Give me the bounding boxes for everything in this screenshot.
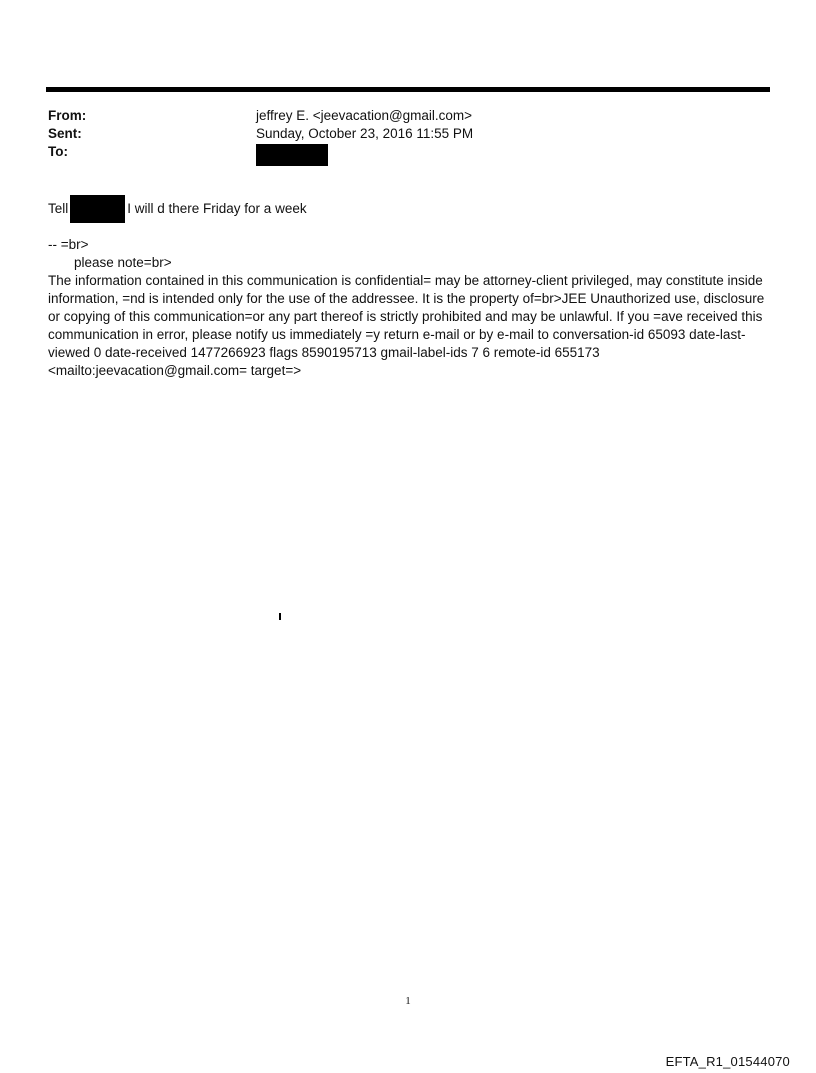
body-prefix: Tell <box>48 201 69 216</box>
message-body <box>48 195 307 223</box>
document-id: EFTA_R1_01544070 <box>665 1054 790 1069</box>
body-suffix: I will d there Friday for a week <box>127 201 307 216</box>
sent-row <box>48 125 473 143</box>
to-row <box>48 143 473 161</box>
email-header <box>48 107 473 161</box>
from-row <box>48 107 473 125</box>
from-value: jeffrey E. <jeevacation@gmail.com> <box>256 108 473 123</box>
sent-label: Sent: <box>48 126 82 141</box>
header-rule <box>46 87 770 92</box>
redaction-box <box>256 144 328 166</box>
to-value <box>256 143 328 161</box>
signature-block <box>48 236 768 380</box>
from-label: From: <box>48 108 87 123</box>
signature-line-2: please note=br> <box>74 255 172 270</box>
confidentiality-disclaimer: The information contained in this communication is confidential= may be attorney-client privileged, may constitute inside information, =nd is intended only for the use of the addressee. It is the property of=br>JEE Unauthorized use, disclosure or copying of this communication=or any part thereof is strictly prohibited and may be unlawful. If you =ave received this communication in error, please notify us immediately =y return e-mail or by e-mail to conversation-id 65093 date-last-viewed 0 date-received 1477266923 flags 8590195713 gmail-label-ids 7 6 remote-id 655173 <mailto:jeevacation@gmail.com= target=> <box>48 273 765 378</box>
page-number: 1 <box>405 995 411 1007</box>
sent-value: Sunday, October 23, 2016 11:55 PM <box>256 126 474 141</box>
scan-mark <box>279 613 281 620</box>
to-label: To: <box>48 144 68 159</box>
signature-line-1: -- =br> <box>48 237 89 252</box>
redaction-box <box>70 195 125 223</box>
